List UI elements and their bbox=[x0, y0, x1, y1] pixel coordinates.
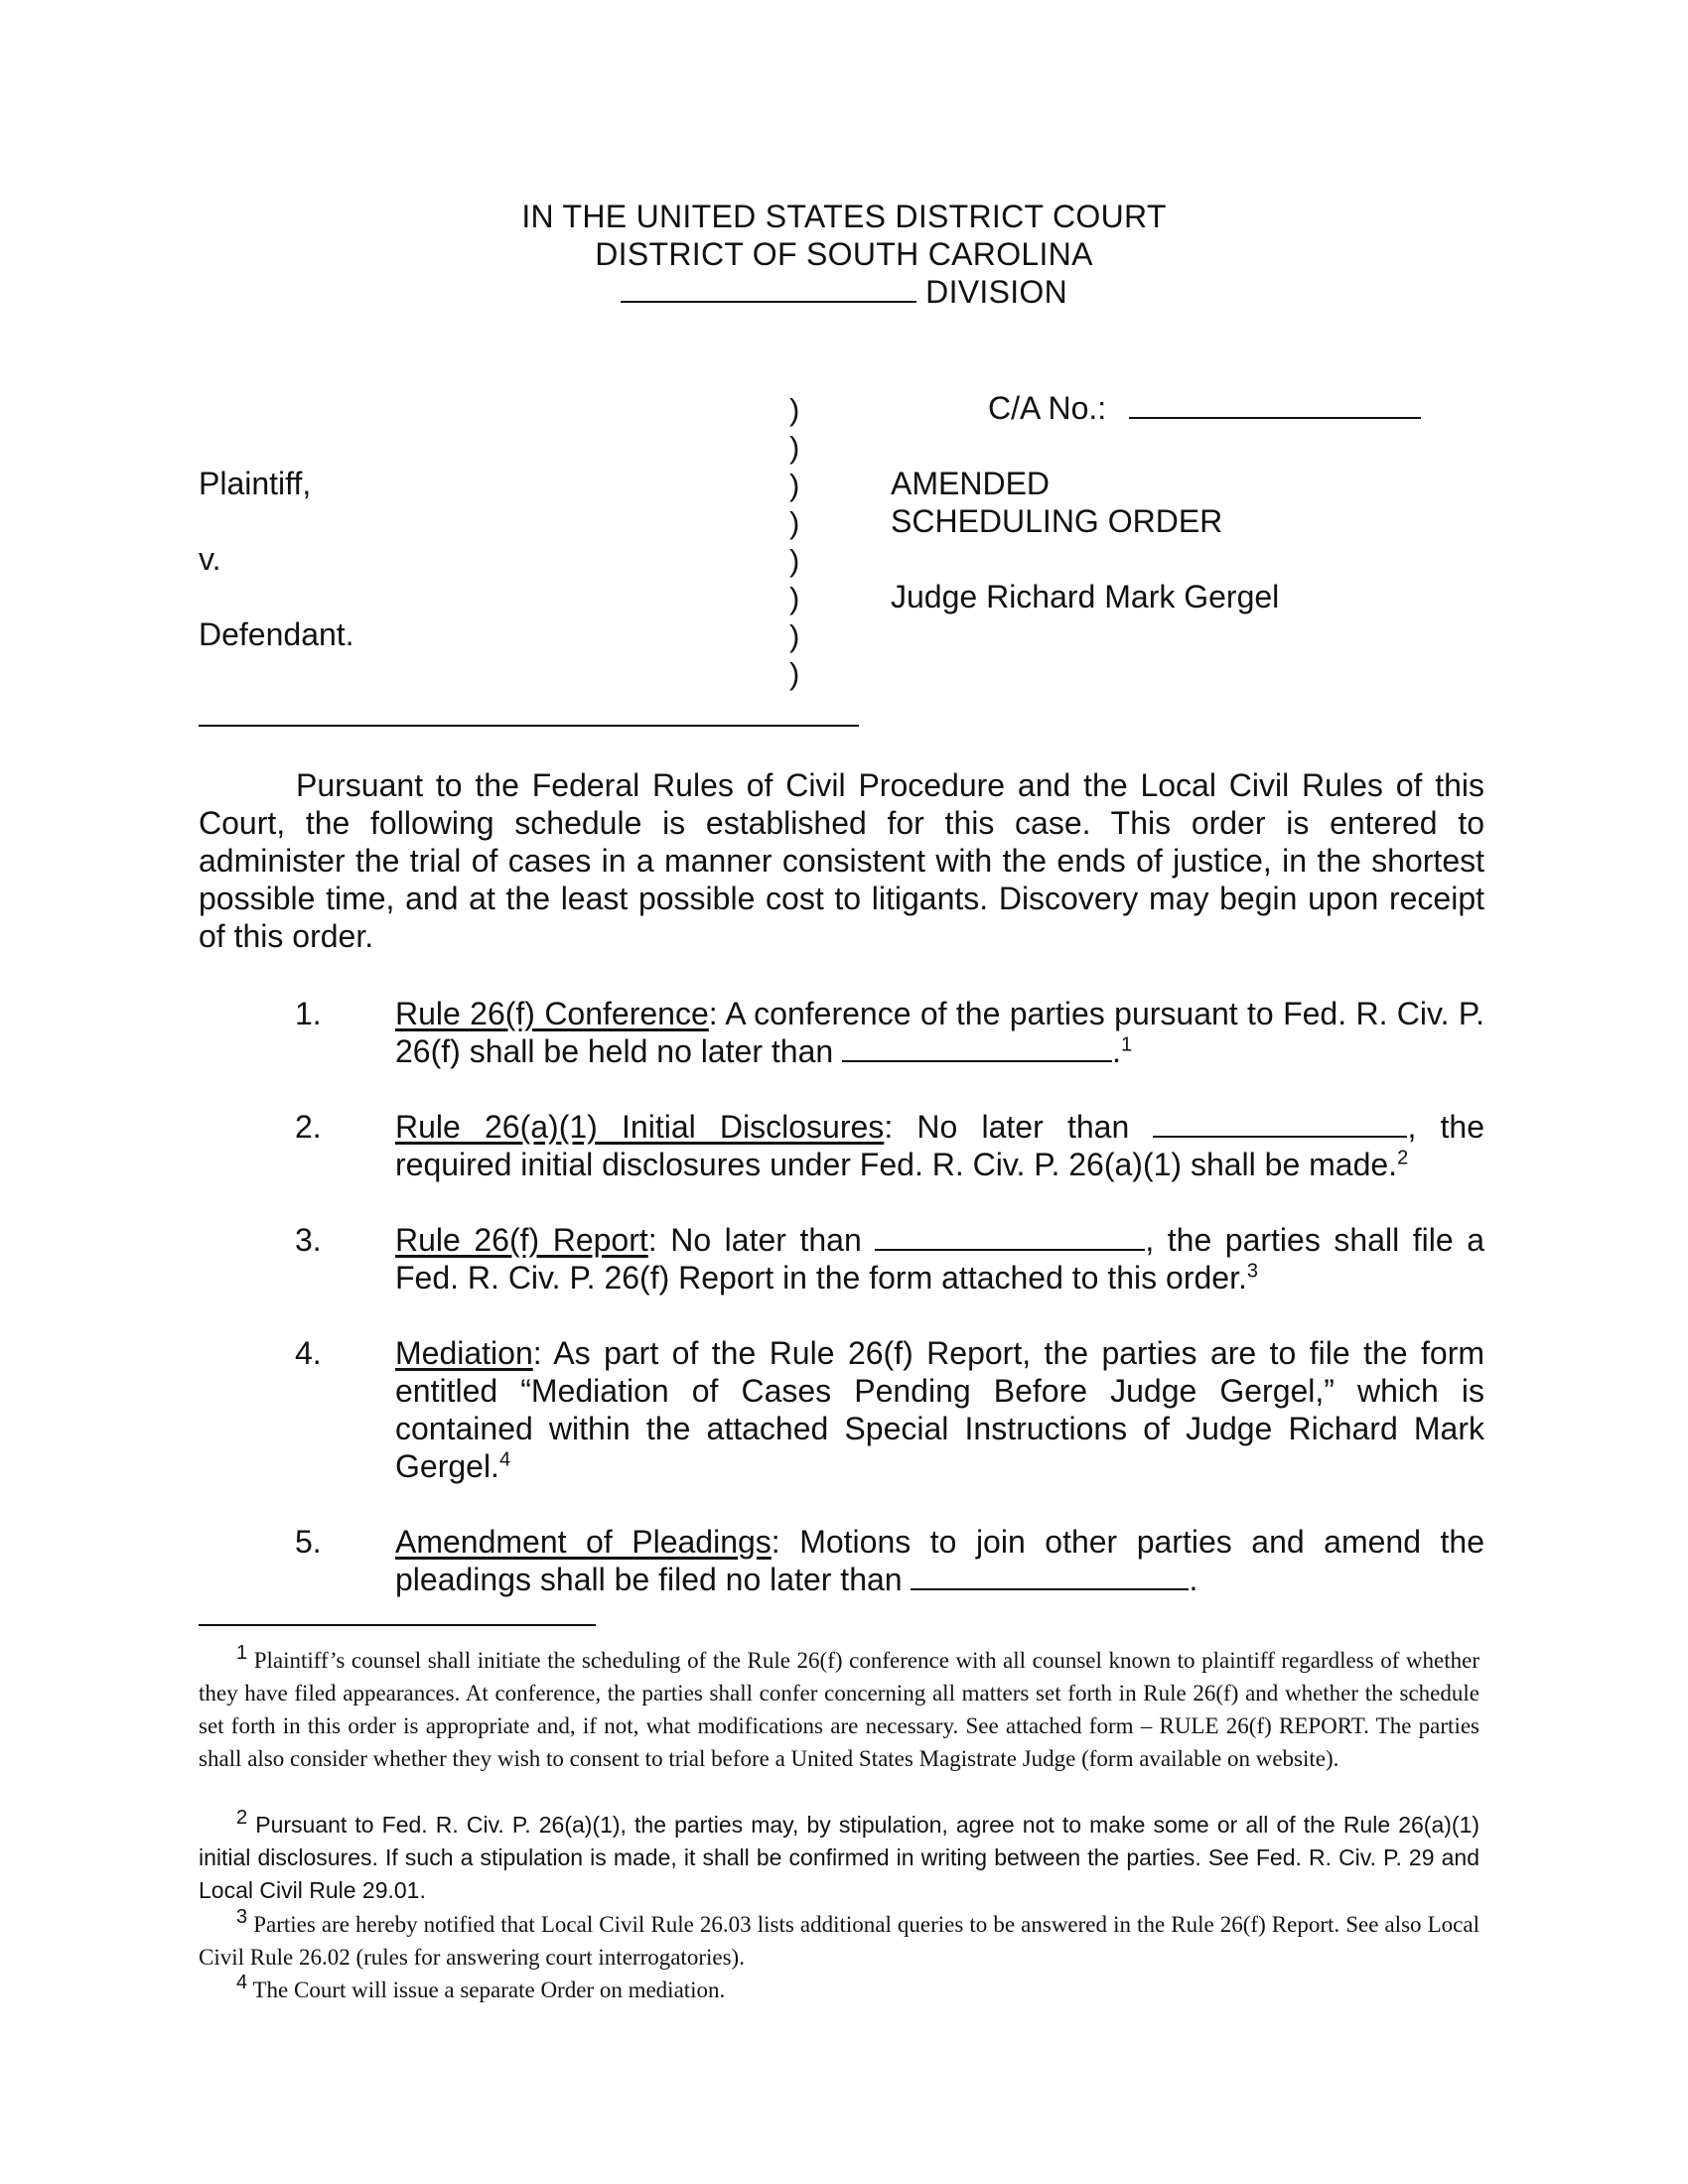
date-blank bbox=[911, 1586, 1189, 1590]
caption-paren: ) bbox=[789, 505, 800, 540]
court-name: IN THE UNITED STATES DISTRICT COURT bbox=[521, 199, 1167, 234]
caption-paren: ) bbox=[789, 392, 800, 427]
footnote-ref: 2 bbox=[1397, 1147, 1409, 1169]
date-blank bbox=[875, 1247, 1145, 1251]
item-heading: Amendment of Pleadings bbox=[395, 1524, 772, 1560]
item-text-end: , the required initial disclosures under Fed. R. Civ. P. 26(a)(1) shall be made. bbox=[395, 1109, 1485, 1182]
order-title-line1: AMENDED bbox=[891, 466, 1051, 501]
item-number: 5. bbox=[295, 1524, 322, 1560]
item-text-end: , the parties shall file a Fed. R. Civ. P. 26(f) Report in the form attached to this order. bbox=[395, 1222, 1485, 1296]
footnote-text: The Court will issue a separate Order on mediation. bbox=[252, 1978, 726, 2002]
footnote-ref: 4 bbox=[498, 1448, 511, 1471]
case-number-blank bbox=[1129, 415, 1421, 419]
schedule-item-4 bbox=[395, 1334, 1484, 1485]
schedule-item-1 bbox=[395, 995, 1484, 1070]
item-text: : Motions to join other parties and amend the pleadings shall be filed no later than bbox=[395, 1524, 1485, 1597]
caption-paren: ) bbox=[789, 468, 800, 502]
case-number-label: C/A No.: bbox=[988, 390, 1107, 426]
caption-paren: ) bbox=[789, 618, 800, 653]
division-line bbox=[0, 273, 1688, 311]
footnote-text: Pursuant to Fed. R. Civ. P. 26(a)(1), the parties may, by stipulation, agree not to make some or all of the Rule 26(a)(1) initial disclosures. If such a stipulation is made, it shall be confirmed in writing between the parties. See Fed. R. Civ. P. 29 and Local Civil Rule 29.01. bbox=[199, 1812, 1480, 1903]
schedule-item-5 bbox=[395, 1523, 1484, 1598]
footnote-number: 2 bbox=[236, 1807, 248, 1830]
item-text-end: . bbox=[1189, 1562, 1198, 1597]
footnote-number: 4 bbox=[236, 1972, 248, 1994]
item-text: : As part of the Rule 26(f) Report, the parties are to file the form entitled “Mediation of Cases Pending Before Judge Gergel,” which is contained within the attached Special Instructions of Judge Richard Mark Gergel. bbox=[395, 1335, 1484, 1484]
item-heading: Mediation bbox=[395, 1335, 533, 1371]
item-text-end: . bbox=[1112, 1033, 1121, 1069]
plaintiff-label: Plaintiff, bbox=[199, 466, 312, 501]
division-label: DIVISION bbox=[925, 274, 1068, 310]
caption-paren: ) bbox=[789, 656, 800, 691]
item-text: : No later than bbox=[884, 1109, 1154, 1145]
footnote-number: 3 bbox=[236, 1906, 248, 1929]
date-blank bbox=[842, 1058, 1112, 1062]
item-text: : No later than bbox=[647, 1222, 876, 1258]
footnote-number: 1 bbox=[236, 1642, 248, 1665]
date-blank bbox=[1153, 1134, 1407, 1138]
caption-paren: ) bbox=[789, 581, 800, 615]
judge-name: Judge Richard Mark Gergel bbox=[891, 579, 1280, 614]
footnote-text: Plaintiff’s counsel shall initiate the scheduling of the Rule 26(f) conference with all counsel known to plaintiff regardless of whether they have filed appearances. At conference, the parties shall confer concerning all matters set forth in Rule 26(f) and whether the schedule set forth in this order is appropriate and, if not, what modifications are necessary. See attached form – RULE 26(f) REPORT. The parties shall also consider whether they wish to consent to trial before a United States Magistrate Judge (form available on website). bbox=[199, 1648, 1480, 1771]
item-number: 2. bbox=[295, 1109, 322, 1145]
item-number: 4. bbox=[295, 1335, 322, 1371]
item-text: : A conference of the parties pursuant to Fed. R. Civ. P. 26(f) shall be held no later than bbox=[395, 996, 1485, 1069]
item-number: 1. bbox=[295, 996, 322, 1031]
district-name: DISTRICT OF SOUTH CAROLINA bbox=[595, 236, 1093, 272]
footnote-text: Parties are hereby notified that Local Civil Rule 26.03 lists additional queries to be answered in the Rule 26(f) Report. See also Local Civil Rule 26.02 (rules for answering court interrogatories). bbox=[199, 1912, 1479, 1970]
caption-bottom-rule bbox=[199, 725, 859, 727]
defendant-label: Defendant. bbox=[199, 616, 354, 652]
schedule-item-2 bbox=[395, 1108, 1484, 1183]
case-number-line bbox=[988, 389, 1421, 427]
item-heading: Rule 26(f) Conference bbox=[395, 996, 709, 1031]
schedule-item-3 bbox=[395, 1221, 1484, 1297]
item-heading: Rule 26(a)(1) Initial Disclosures bbox=[395, 1109, 885, 1145]
caption-paren: ) bbox=[789, 543, 800, 578]
footnote-ref: 1 bbox=[1120, 1033, 1133, 1056]
footnote-3 bbox=[199, 1908, 1479, 1974]
footnote-4 bbox=[199, 1974, 1479, 2006]
footnote-1 bbox=[199, 1644, 1479, 1775]
footnote-separator bbox=[199, 1624, 596, 1626]
item-number: 3. bbox=[295, 1222, 322, 1258]
footnote-2 bbox=[199, 1809, 1479, 1907]
item-heading: Rule 26(f) Report bbox=[395, 1222, 648, 1258]
order-title-line2: SCHEDULING ORDER bbox=[891, 503, 1223, 539]
caption-paren: ) bbox=[789, 430, 800, 465]
intro-paragraph: Pursuant to the Federal Rules of Civil Procedure and the Local Civil Rules of this Court, the following schedule is established for this case. This order is entered to administer the trial of cases in a manner consistent with the ends of justice, in the shortest possible time, and at the least possible cost to litigants. Discovery may begin upon receipt of this order. bbox=[199, 767, 1484, 954]
versus-label: v. bbox=[199, 541, 221, 577]
division-blank bbox=[621, 299, 916, 303]
footnote-ref: 3 bbox=[1246, 1260, 1258, 1283]
